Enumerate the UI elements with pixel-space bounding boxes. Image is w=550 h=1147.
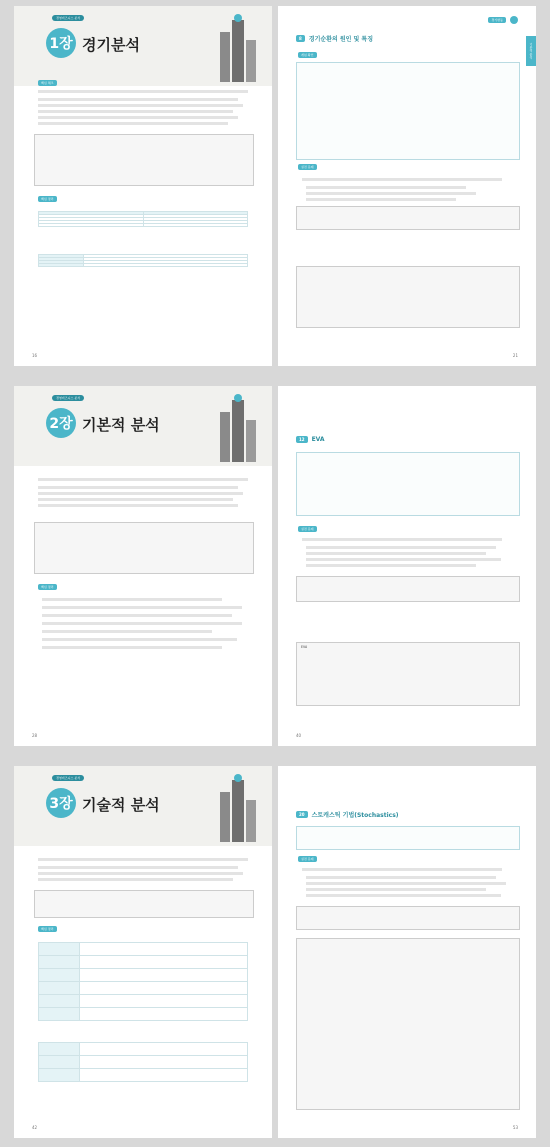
city-tower-icon (212, 392, 260, 462)
section-number: 8 (296, 35, 305, 42)
section-label: 핵심 체크 (38, 80, 57, 86)
section-label: 핵심 정리 (38, 196, 57, 202)
text-line (42, 630, 212, 633)
page-28 (14, 386, 272, 746)
question-line (38, 858, 248, 861)
option-line (38, 498, 233, 501)
page-number: 28 (32, 733, 38, 738)
explanation-box (34, 890, 254, 918)
option-line (306, 894, 501, 897)
quiz-box (296, 826, 520, 850)
option-line (38, 116, 238, 119)
summary-table (38, 254, 248, 267)
side-tab: 기본적 분석 (526, 36, 536, 66)
option-line (306, 564, 476, 567)
option-line (38, 878, 233, 881)
option-line (38, 486, 238, 489)
section-title: 스토캐스틱 기법(Stochastics) (311, 812, 399, 819)
option-line (306, 882, 506, 885)
explanation-box (296, 906, 520, 930)
text-line (42, 614, 232, 617)
chapter-title: 경기분석 (82, 36, 140, 54)
eva-box-title: EVA (301, 645, 308, 649)
running-header-label: 경기변동 (488, 17, 506, 23)
section-title: EVA (311, 436, 325, 443)
eva-summary-box (296, 642, 520, 706)
question-line (38, 90, 248, 93)
explanation-box (34, 522, 254, 574)
option-line (38, 504, 238, 507)
chapter-dot-icon (510, 16, 518, 24)
page-number: 16 (32, 353, 38, 358)
text-line (42, 646, 222, 649)
question-line (38, 478, 248, 481)
page-42 (14, 766, 272, 1138)
city-tower-icon (212, 772, 260, 842)
option-line (306, 192, 476, 195)
option-line (38, 872, 243, 875)
explanation-box (34, 134, 254, 186)
chapter-tag: 경영비즈니스 분석 (52, 15, 84, 21)
summary-box (296, 266, 520, 328)
text-line (42, 638, 237, 641)
explanation-box (296, 576, 520, 602)
section-label: 핵심 정리 (38, 584, 57, 590)
chapter-header (14, 6, 272, 86)
text-line (42, 622, 242, 625)
city-tower-icon (212, 12, 260, 82)
chapter-badge: 1장 (46, 28, 76, 58)
option-line (38, 104, 243, 107)
chapter-tag: 경영비즈니스 분석 (52, 395, 84, 401)
quiz-box (296, 452, 520, 516)
section-title: 경기순환의 원인 및 특징 (308, 36, 374, 43)
section-number: 12 (296, 436, 308, 443)
page-21 (278, 6, 536, 366)
text-line (42, 606, 242, 609)
section-label: 개념 확인 (298, 52, 317, 58)
summary-table (38, 211, 248, 227)
page-53 (278, 766, 536, 1138)
page-number: 40 (296, 733, 302, 738)
chapter-badge: 2장 (46, 408, 76, 438)
question-line (302, 868, 502, 871)
chapter-tag: 경영비즈니스 분석 (52, 775, 84, 781)
section-heading (296, 810, 399, 819)
option-line (306, 888, 486, 891)
option-line (38, 866, 238, 869)
option-line (306, 198, 456, 201)
option-line (306, 552, 486, 555)
section-label: 실전 문제 (298, 164, 317, 170)
option-line (306, 558, 501, 561)
stochastics-summary-box (296, 938, 520, 1110)
option-line (306, 876, 496, 879)
summary-table (38, 1042, 248, 1082)
question-line (302, 538, 502, 541)
option-line (306, 186, 466, 189)
page-number: 21 (512, 353, 518, 358)
section-heading (296, 34, 373, 43)
chapter-badge: 3장 (46, 788, 76, 818)
section-label: 실전 문제 (298, 856, 317, 862)
option-line (306, 546, 496, 549)
page-number: 42 (32, 1125, 38, 1130)
section-label: 핵심 정리 (38, 926, 57, 932)
page-40 (278, 386, 536, 746)
section-heading (296, 436, 325, 443)
section-number: 20 (296, 811, 308, 818)
option-line (38, 122, 228, 125)
option-line (38, 98, 238, 101)
running-header (488, 16, 518, 24)
chapter-title: 기술적 분석 (82, 796, 160, 814)
section-label: 실전 문제 (298, 526, 317, 532)
quiz-box (296, 62, 520, 160)
explanation-box (296, 206, 520, 230)
chapter-title: 기본적 분석 (82, 416, 160, 434)
question-line (302, 178, 502, 181)
text-line (42, 598, 222, 601)
summary-table (38, 942, 248, 1021)
chapter-header (14, 386, 272, 466)
page-number: 53 (512, 1125, 518, 1130)
option-line (38, 492, 243, 495)
page-16 (14, 6, 272, 366)
chapter-header (14, 766, 272, 846)
option-line (38, 110, 233, 113)
